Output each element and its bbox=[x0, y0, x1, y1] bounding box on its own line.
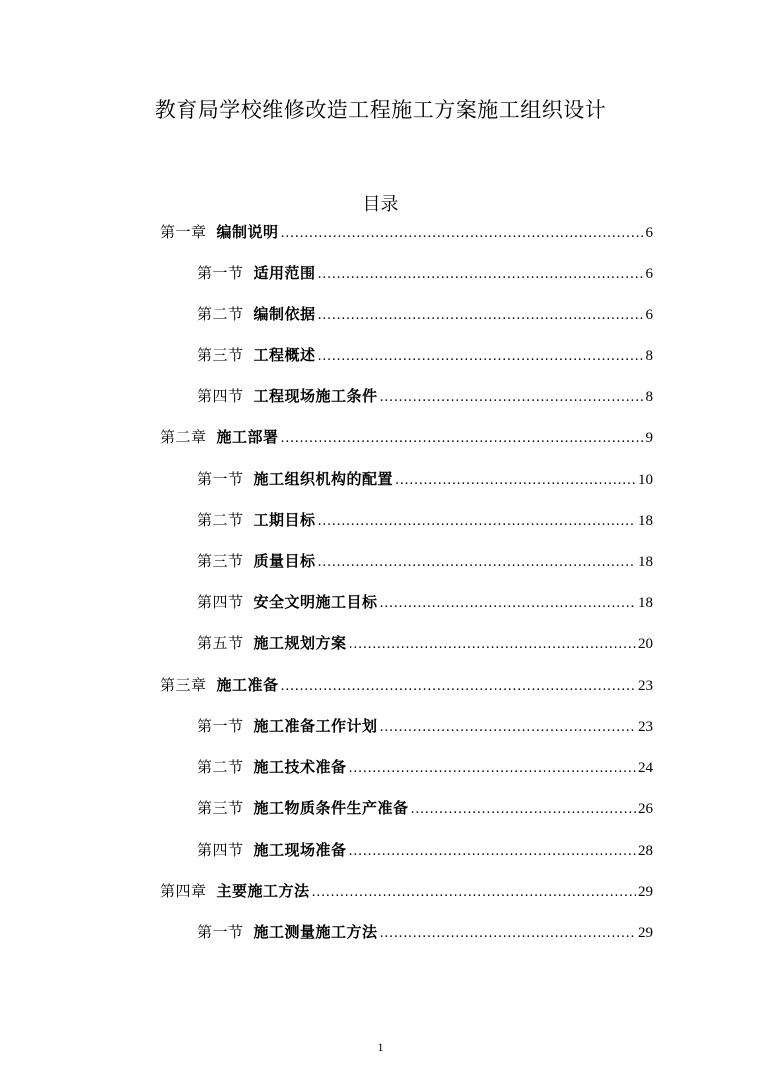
toc-page: 29 bbox=[638, 884, 653, 900]
toc-label: 第一节 bbox=[197, 264, 244, 282]
toc-leader bbox=[318, 344, 644, 370]
toc-entry[interactable] bbox=[160, 219, 653, 245]
toc-page: 6 bbox=[645, 266, 653, 282]
toc-entry[interactable] bbox=[160, 672, 653, 698]
toc-leader bbox=[380, 921, 636, 947]
toc-name: 施工技术准备 bbox=[253, 758, 347, 776]
toc-heading: 目录 bbox=[362, 194, 399, 215]
toc-entry[interactable] bbox=[197, 342, 653, 368]
toc-label: 第二节 bbox=[197, 511, 244, 529]
toc-entry[interactable] bbox=[160, 424, 653, 450]
toc-label: 第三节 bbox=[197, 799, 244, 817]
toc-entry[interactable] bbox=[197, 466, 653, 492]
toc-leader bbox=[380, 715, 636, 741]
toc-entry[interactable] bbox=[197, 301, 653, 327]
toc-label: 第四节 bbox=[197, 841, 244, 859]
toc-label: 第一节 bbox=[197, 470, 244, 488]
toc-leader bbox=[349, 756, 636, 782]
toc-entry[interactable] bbox=[197, 630, 653, 656]
toc-entry[interactable] bbox=[197, 919, 653, 945]
toc-leader bbox=[318, 303, 644, 329]
toc-label: 第四节 bbox=[197, 593, 244, 611]
toc-leader bbox=[318, 262, 644, 288]
toc-name: 施工部署 bbox=[216, 428, 279, 446]
toc-page: 20 bbox=[638, 636, 653, 652]
toc-page: 6 bbox=[645, 307, 653, 323]
toc-entry[interactable] bbox=[197, 589, 653, 615]
toc-entry[interactable] bbox=[197, 548, 653, 574]
toc-label: 第一节 bbox=[197, 923, 244, 941]
toc-entry[interactable] bbox=[197, 260, 653, 286]
toc-page: 23 bbox=[638, 678, 653, 694]
toc-label: 第五节 bbox=[197, 634, 244, 652]
toc-leader bbox=[380, 385, 644, 411]
toc-page: 8 bbox=[645, 389, 653, 405]
toc-name: 工程现场施工条件 bbox=[253, 387, 378, 405]
toc-name: 工期目标 bbox=[253, 511, 316, 529]
toc-entry[interactable] bbox=[160, 878, 653, 904]
toc-leader bbox=[411, 797, 636, 823]
toc-leader bbox=[281, 674, 636, 700]
document-title: 教育局学校维修改造工程施工方案施工组织设计 bbox=[154, 98, 607, 122]
toc-leader bbox=[281, 221, 644, 247]
toc-entry[interactable] bbox=[197, 795, 653, 821]
toc-label: 第三节 bbox=[197, 552, 244, 570]
toc-entry[interactable] bbox=[197, 754, 653, 780]
toc-leader bbox=[395, 468, 636, 494]
toc-label: 第二节 bbox=[197, 305, 244, 323]
page-number: 1 bbox=[377, 1040, 384, 1054]
toc-leader bbox=[318, 550, 636, 576]
toc-name: 编制依据 bbox=[253, 305, 316, 323]
toc-page: 9 bbox=[645, 430, 653, 446]
toc-name: 适用范围 bbox=[253, 264, 316, 282]
toc-entry[interactable] bbox=[197, 383, 653, 409]
toc-entry[interactable] bbox=[197, 837, 653, 863]
toc-page: 29 bbox=[638, 925, 653, 941]
toc-name: 施工准备 bbox=[216, 676, 279, 694]
toc-page: 10 bbox=[638, 472, 653, 488]
toc-name: 编制说明 bbox=[216, 223, 279, 241]
toc-leader bbox=[349, 839, 636, 865]
toc-page: 6 bbox=[645, 225, 653, 241]
toc-leader bbox=[312, 880, 636, 906]
toc-name: 主要施工方法 bbox=[216, 882, 310, 900]
toc-leader bbox=[281, 426, 644, 452]
toc-name: 施工现场准备 bbox=[253, 841, 347, 859]
toc-label: 第一章 bbox=[160, 223, 207, 241]
toc-label: 第二章 bbox=[160, 428, 207, 446]
toc-page: 24 bbox=[638, 760, 653, 776]
toc-label: 第三章 bbox=[160, 676, 207, 694]
toc-name: 施工物质条件生产准备 bbox=[253, 799, 409, 817]
toc-page: 23 bbox=[638, 719, 653, 735]
toc-label: 第二节 bbox=[197, 758, 244, 776]
toc-leader bbox=[380, 591, 636, 617]
toc-name: 安全文明施工目标 bbox=[253, 593, 378, 611]
toc-leader bbox=[318, 509, 636, 535]
toc-page: 18 bbox=[638, 513, 653, 529]
toc-page: 26 bbox=[638, 801, 653, 817]
toc-name: 施工准备工作计划 bbox=[253, 717, 378, 735]
toc-page: 28 bbox=[638, 843, 653, 859]
toc-name: 施工组织机构的配置 bbox=[253, 470, 394, 488]
toc-name: 施工规划方案 bbox=[253, 634, 347, 652]
toc-page: 18 bbox=[638, 554, 653, 570]
toc-name: 工程概述 bbox=[253, 346, 316, 364]
toc-label: 第四章 bbox=[160, 882, 207, 900]
toc-name: 质量目标 bbox=[253, 552, 316, 570]
toc-label: 第四节 bbox=[197, 387, 244, 405]
toc-label: 第三节 bbox=[197, 346, 244, 364]
toc-page: 8 bbox=[645, 348, 653, 364]
toc-name: 施工测量施工方法 bbox=[253, 923, 378, 941]
toc-entry[interactable] bbox=[197, 713, 653, 739]
toc-page: 18 bbox=[638, 595, 653, 611]
toc-label: 第一节 bbox=[197, 717, 244, 735]
toc-entry[interactable] bbox=[197, 507, 653, 533]
toc-leader bbox=[349, 632, 636, 658]
